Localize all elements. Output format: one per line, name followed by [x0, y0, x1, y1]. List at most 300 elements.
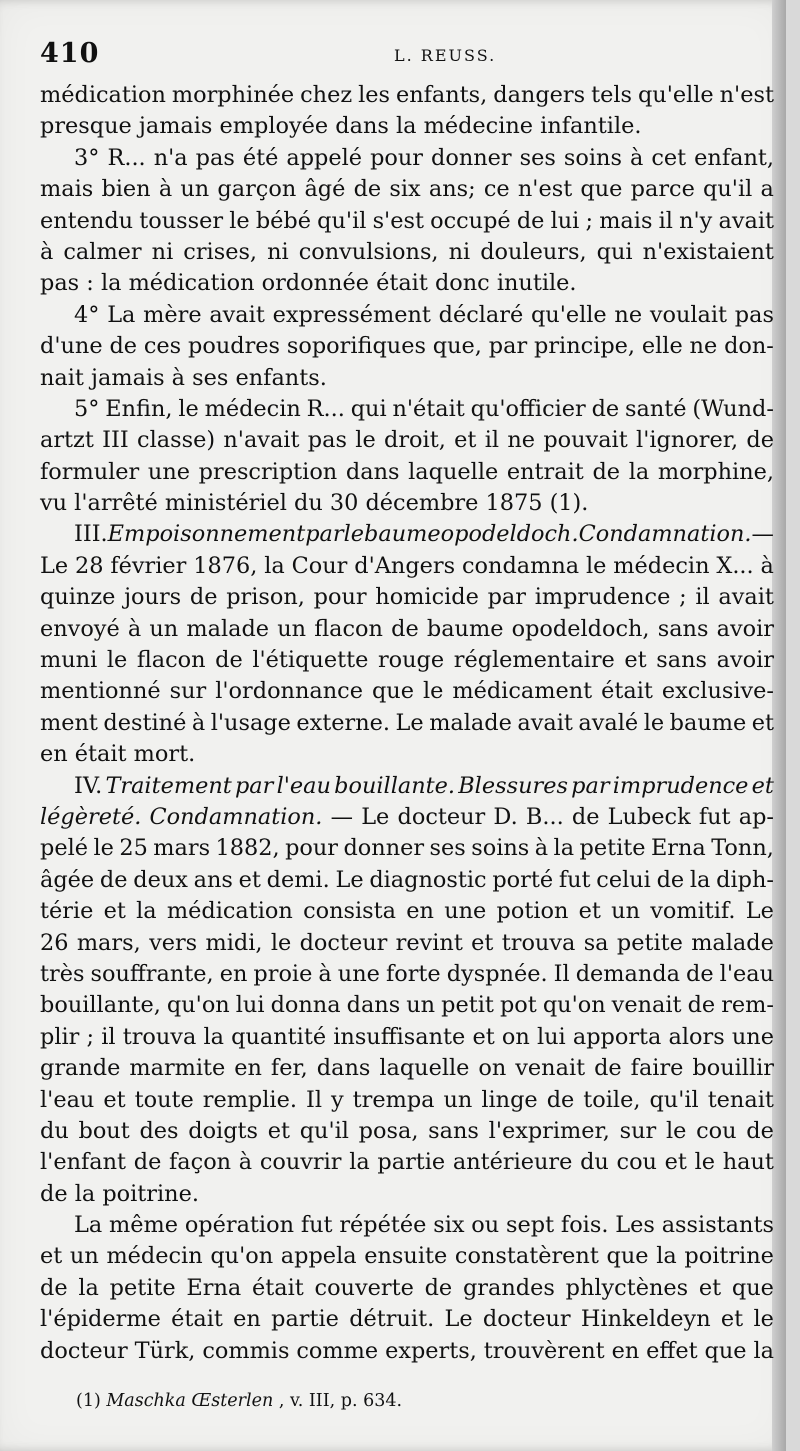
word: R...	[107, 144, 146, 171]
word: (Wund-	[692, 395, 774, 422]
word: bout	[78, 1117, 130, 1144]
word: couvrir	[259, 1149, 342, 1176]
word: on	[501, 1023, 530, 1050]
text-line	[40, 237, 774, 268]
word: du	[40, 1117, 69, 1144]
text-line	[40, 928, 774, 959]
word: de	[656, 866, 685, 893]
word: et	[751, 709, 774, 736]
word: vers	[149, 929, 198, 956]
word: le	[178, 395, 199, 422]
word: souffrante,	[90, 960, 214, 987]
word: très	[40, 960, 85, 987]
word: expressément	[272, 301, 431, 328]
word: et	[578, 898, 601, 925]
text-line	[40, 331, 774, 362]
word: bien	[101, 176, 151, 203]
word: qu'elle	[637, 82, 714, 108]
word: parce	[630, 176, 695, 203]
text-line: pas : la médication ordonnée était donc inutile.	[40, 270, 577, 297]
word: n'est	[517, 176, 573, 203]
word: et	[698, 1274, 722, 1301]
word: était	[171, 1306, 223, 1333]
word: donner	[431, 144, 512, 171]
word: n'est	[719, 82, 774, 108]
word: malade	[186, 615, 270, 642]
word: faire	[630, 1055, 684, 1082]
word: d'une	[40, 333, 103, 360]
word: et	[720, 1306, 744, 1333]
text-line	[40, 708, 774, 739]
word: que	[606, 1243, 649, 1270]
word: III.	[74, 521, 108, 548]
word: février	[110, 552, 187, 579]
text-line	[40, 865, 774, 896]
word: ni	[448, 238, 471, 265]
text-line	[40, 1085, 774, 1116]
word: don-	[724, 333, 774, 360]
word: condamna	[462, 552, 580, 579]
word: ,	[273, 1391, 285, 1411]
word: Le	[745, 898, 774, 925]
word: Enfin,	[105, 395, 173, 422]
word: de	[391, 615, 419, 642]
word: une	[731, 1023, 774, 1050]
word: mars,	[76, 929, 141, 956]
word: laquelle	[379, 1055, 470, 1082]
word: partie	[271, 1306, 339, 1333]
word: l'étiquette	[252, 647, 369, 674]
text-line: en était mort.	[40, 741, 196, 768]
word: ensuite	[364, 1243, 448, 1270]
word: dyspnée.	[446, 960, 548, 987]
word: chez	[300, 82, 353, 108]
word: déclaré	[438, 301, 524, 328]
word: n'existaient	[642, 238, 774, 265]
word: pot	[499, 992, 537, 1019]
word: avait	[209, 301, 265, 328]
word: une	[337, 960, 380, 987]
text-line	[40, 1053, 774, 1084]
word: la	[628, 458, 650, 485]
word: D.	[493, 803, 518, 830]
word: entendu	[40, 207, 134, 234]
word: n'avait	[223, 427, 300, 454]
word: douleurs,	[480, 238, 587, 265]
word: cou	[616, 1149, 657, 1176]
word: venait	[515, 1055, 586, 1082]
word: revint	[395, 929, 463, 956]
word: fut	[698, 803, 731, 830]
word: que	[731, 1274, 774, 1301]
word: par	[488, 333, 528, 360]
word: qu'il	[703, 176, 753, 203]
word: entrait	[506, 458, 584, 485]
word: qu'on	[166, 992, 230, 1019]
word: la	[689, 866, 711, 893]
word: toute	[134, 1086, 194, 1113]
word: le	[694, 1149, 716, 1176]
word: insuffisante	[333, 1023, 466, 1050]
word: ne	[689, 333, 718, 360]
word: Tonn,	[711, 835, 774, 862]
word: Condamnation.	[149, 803, 323, 830]
word: Les	[615, 1212, 655, 1239]
word: principe,	[534, 333, 636, 360]
word: de	[516, 207, 545, 234]
word: mais	[40, 176, 94, 203]
word: à	[127, 615, 142, 642]
word: la	[78, 1274, 99, 1301]
word: Maschka	[100, 1391, 186, 1411]
word: de	[133, 1149, 162, 1176]
word: demanda	[575, 960, 680, 987]
word: mais	[599, 207, 653, 234]
text-line: de la poitrine.	[40, 1180, 199, 1207]
word: ;	[585, 207, 594, 234]
word: laquelle	[408, 458, 499, 485]
word: de	[746, 1117, 774, 1144]
word: et	[664, 1149, 687, 1176]
text-line	[40, 1116, 774, 1147]
word: n'y	[679, 207, 713, 234]
word: y	[330, 1086, 344, 1113]
word: fut	[300, 1212, 333, 1239]
word: Erna	[650, 835, 706, 862]
word: médication	[166, 898, 293, 925]
word: par	[305, 521, 344, 548]
word: —	[751, 521, 774, 548]
word: donner	[343, 835, 425, 862]
word: sa	[583, 929, 609, 956]
word: à	[534, 835, 549, 862]
word: été	[242, 144, 279, 171]
word: sur	[619, 1117, 657, 1144]
word: diagnostic	[369, 866, 487, 893]
word: convulsions,	[298, 238, 439, 265]
word: soins	[563, 144, 622, 171]
word: soins	[471, 835, 530, 862]
word: Il	[553, 960, 570, 987]
word: un	[149, 615, 179, 642]
word: tousser	[139, 207, 224, 234]
text-line	[40, 676, 774, 707]
word: pelé	[40, 835, 88, 862]
word: ses	[429, 835, 466, 862]
word: bouillante,	[40, 992, 161, 1019]
word: voulait	[649, 301, 728, 328]
word: 634.	[357, 1391, 403, 1411]
word: l'eau	[719, 960, 774, 987]
word: lui	[536, 1023, 566, 1050]
word: médecin	[106, 1243, 203, 1270]
word: ou	[471, 1212, 500, 1239]
word: et	[40, 1243, 63, 1270]
word: fois.	[560, 1212, 609, 1239]
word: médication	[40, 82, 166, 108]
word: de	[591, 395, 620, 422]
word: un	[611, 898, 640, 925]
text-line	[40, 174, 774, 205]
word: porté	[492, 866, 554, 893]
word: trouva	[122, 1023, 197, 1050]
text-line	[40, 551, 774, 582]
word: des	[139, 1117, 179, 1144]
word: Le	[444, 1306, 473, 1333]
word: de	[40, 1274, 68, 1301]
word: docteur	[397, 803, 486, 830]
word: l'eau	[276, 772, 331, 799]
word: le	[753, 1306, 774, 1333]
word: avait	[517, 709, 573, 736]
word: rouge	[377, 647, 445, 674]
word: on	[478, 1055, 507, 1082]
word: ses	[519, 144, 556, 171]
word: midi,	[205, 929, 263, 956]
word: malade	[691, 929, 774, 956]
word: à	[760, 552, 774, 579]
word: marmite	[129, 1055, 226, 1082]
word: le	[270, 929, 292, 956]
word: effet	[646, 1337, 698, 1364]
word: poitrine	[684, 1243, 774, 1270]
word: IV.	[74, 772, 103, 799]
word: le	[229, 207, 250, 234]
word: appela	[280, 1243, 357, 1270]
word: à	[40, 238, 54, 265]
word: prescription	[198, 458, 338, 485]
word: le	[586, 552, 607, 579]
word: morphine,	[657, 458, 774, 485]
word: de	[592, 458, 621, 485]
word: consista	[303, 898, 397, 925]
text-line	[40, 457, 774, 488]
word: deux	[133, 866, 188, 893]
word: pour	[285, 835, 339, 862]
word: haut	[722, 1149, 774, 1176]
word: comme	[296, 1337, 379, 1364]
text-line	[40, 990, 774, 1021]
word: malade	[429, 709, 512, 736]
word: par	[487, 584, 526, 611]
word: fer,	[270, 1055, 308, 1082]
page-number: 410	[40, 38, 100, 69]
word: soporifiques	[286, 333, 426, 360]
word: imprudence	[612, 772, 749, 799]
text-line	[40, 1304, 774, 1335]
word: du	[580, 1149, 609, 1176]
word: morphinée	[171, 82, 295, 108]
word: cou	[696, 1117, 737, 1144]
word: dans	[345, 458, 400, 485]
word: la	[656, 1243, 677, 1270]
word: Türk,	[134, 1337, 196, 1364]
word: —	[330, 803, 353, 830]
word: toile,	[583, 1086, 641, 1113]
word: de	[424, 1274, 453, 1301]
word: pour	[370, 144, 424, 171]
word: et	[624, 647, 647, 674]
word: assistants	[661, 1212, 774, 1239]
word: ans	[193, 866, 233, 893]
section-heading-line	[40, 519, 774, 550]
word: en	[233, 1306, 261, 1333]
word: détruit.	[349, 1306, 435, 1333]
word: avoir	[716, 647, 774, 674]
word: une	[147, 458, 190, 485]
text-line	[40, 1147, 774, 1178]
word: pas	[195, 144, 235, 171]
word: à	[191, 709, 206, 736]
word: alors	[668, 1023, 725, 1050]
word: Le	[395, 709, 424, 736]
word: Œsterlen	[185, 1391, 274, 1411]
word: baume	[426, 615, 504, 642]
word: opération	[184, 1212, 294, 1239]
text-line	[40, 206, 774, 237]
word: un	[443, 1086, 473, 1113]
word: l'épiderme	[40, 1306, 161, 1333]
word: cet	[651, 144, 687, 171]
text-line	[40, 896, 774, 927]
word: 25	[119, 835, 148, 862]
word: forte	[385, 960, 441, 987]
word: enfant,	[694, 144, 774, 171]
text-line: vu l'arrêté ministériel du 30 décembre 1875 (1).	[40, 490, 589, 517]
word: de	[546, 1086, 575, 1113]
word: constatèrent	[454, 1243, 599, 1270]
word: Condamnation.	[578, 521, 752, 548]
word: petite	[109, 1274, 176, 1301]
word: trouva	[501, 929, 576, 956]
word: qu'on	[542, 992, 606, 1019]
word: venait	[611, 992, 682, 1019]
word: apporta	[572, 1023, 662, 1050]
word: R...	[306, 395, 345, 422]
word: de	[571, 803, 600, 830]
word: jours	[124, 584, 182, 611]
word: donna	[270, 992, 341, 1019]
word: Erna	[186, 1274, 242, 1301]
word: la	[136, 898, 157, 925]
word: classe)	[137, 427, 216, 454]
text-line	[40, 833, 774, 864]
word: répétée	[339, 1212, 427, 1239]
word: de	[109, 333, 138, 360]
word: opodeldoch,	[511, 615, 650, 642]
word: externe.	[296, 709, 391, 736]
word: en	[219, 960, 248, 987]
word: n'était	[392, 395, 465, 422]
word: 1876,	[193, 552, 258, 579]
word: tenait	[707, 1086, 774, 1113]
word: bouillante.	[334, 772, 455, 799]
section-heading-line	[40, 802, 774, 833]
word: sans	[428, 1117, 479, 1144]
word: il	[484, 427, 500, 454]
text-line	[40, 1210, 774, 1241]
word: était	[601, 678, 653, 705]
word: ni	[151, 238, 174, 265]
word: et	[471, 929, 494, 956]
word: et	[103, 898, 126, 925]
word: il	[101, 1023, 116, 1050]
word: linge	[481, 1086, 538, 1113]
word: III	[102, 427, 129, 454]
word: Le	[361, 803, 390, 830]
word: docteur	[299, 929, 388, 956]
word: avait	[718, 207, 774, 234]
word: Lubeck	[607, 803, 691, 830]
word: par	[234, 772, 274, 799]
page-edge-shadow	[772, 0, 786, 1451]
word: homicide	[375, 584, 479, 611]
word: un	[406, 992, 436, 1019]
word: et	[454, 427, 477, 454]
text-line	[40, 645, 774, 676]
word: médicament	[452, 678, 593, 705]
word: ans;	[428, 176, 476, 203]
word: qu'il	[649, 1086, 699, 1113]
word: qu'officier	[470, 395, 586, 422]
word: qu'elle	[530, 301, 607, 328]
word: de	[594, 1055, 622, 1082]
word: pour	[313, 584, 367, 611]
word: légèreté.	[40, 803, 142, 830]
word: artzt	[40, 427, 94, 454]
word: droit,	[384, 427, 446, 454]
word: petite	[579, 835, 646, 862]
word: qui	[596, 238, 633, 265]
text-line	[40, 959, 774, 990]
word: façon	[169, 1149, 232, 1176]
word: pas	[734, 301, 774, 328]
word: ;	[86, 1023, 95, 1050]
word: la	[753, 1337, 774, 1364]
word: lui	[235, 992, 265, 1019]
word: dangers	[493, 82, 586, 108]
word: III,	[303, 1391, 336, 1411]
word: Cour	[291, 552, 348, 579]
word: Traitement	[105, 772, 232, 799]
word: vomitif.	[650, 898, 736, 925]
word: l'usage	[210, 709, 291, 736]
word: le	[422, 678, 444, 705]
word: demi.	[266, 866, 330, 893]
word: 3°	[74, 144, 100, 171]
word: fut	[558, 866, 591, 893]
word: grande	[40, 1055, 121, 1082]
word: l'enfant	[40, 1149, 127, 1176]
word: flacon	[314, 615, 383, 642]
word: âgé	[304, 176, 346, 203]
word: que	[704, 1337, 747, 1364]
word: diph-	[716, 866, 774, 893]
word: était	[252, 1274, 304, 1301]
word: grandes	[462, 1274, 555, 1301]
word: rem-	[721, 992, 774, 1019]
word: ni	[267, 238, 289, 265]
word: une	[444, 898, 487, 925]
text-line	[40, 300, 774, 331]
text-line: nait jamais à ses enfants.	[40, 364, 327, 391]
word: (1)	[76, 1391, 101, 1411]
word: flacon	[136, 647, 206, 674]
word: mars	[153, 835, 211, 862]
word: un	[277, 615, 307, 642]
word: médecin	[613, 552, 710, 579]
word: Blessures	[458, 772, 568, 799]
